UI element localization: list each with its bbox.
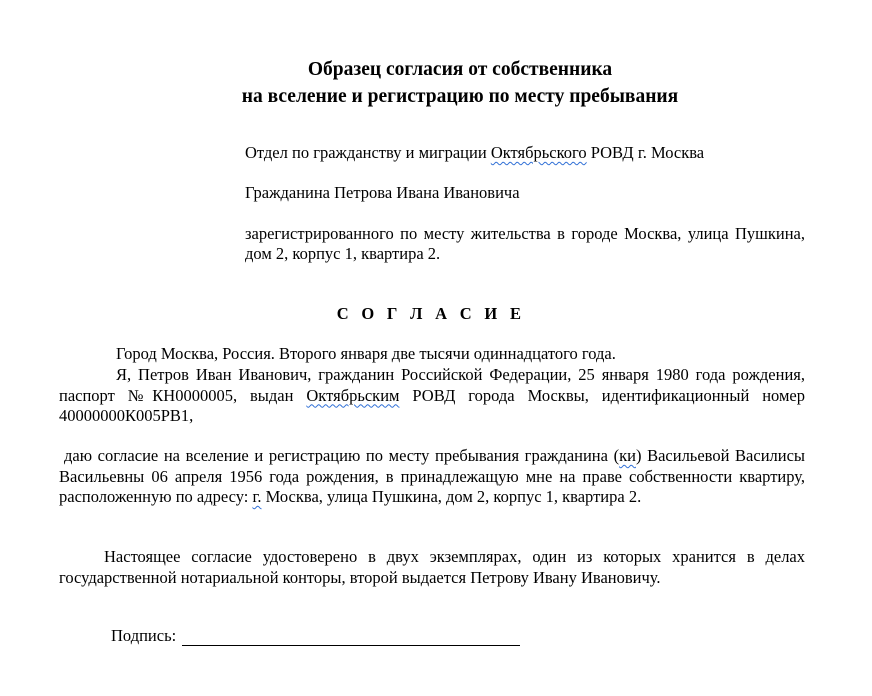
declarant-text-end: РОВД города Москвы, идентификационный номер 40000000К005РВ1, (59, 385, 805, 425)
spellcheck-underline-declarant: Октябрьским (306, 385, 400, 405)
document-heading: С О Г Л А С И Е (336, 304, 526, 323)
department-text-end: РОВД г. Москва (586, 143, 705, 162)
consent-text-end: Москва, улица Пушкина, дом 2, корпус 1, квартира 2. (261, 487, 642, 506)
title-line-1: Образец согласия от собственника (307, 59, 613, 80)
signature-line[interactable] (182, 627, 520, 646)
declarant-paragraph (59, 365, 805, 427)
consent-text-middle: ) Васильевой Василисы Васильевны 06 апреля 1956 года рождения, в принадлежащую мне на праве собственности квартиру, расположенную по адресу: (59, 446, 805, 506)
spellcheck-underline-department: Октябрьского (490, 143, 587, 162)
certified-paragraph: Настоящее согласие удостоверено в двух экземплярах, один из которых хранится в делах государственной нотариальной конторы, второй выдается Петрову Ивану Ивановичу. (59, 547, 805, 587)
place-date-line: Город Москва, Россия. Второго января две тысячи одиннадцатого года. (116, 344, 616, 363)
spellcheck-underline-consent: ки (619, 446, 636, 465)
declarant-text: Я, Петров Иван Иванович, гражданин Российской Федерации, 25 января 1980 года рождения, паспорт №КН0000005, выдан (59, 365, 805, 405)
signature-label: Подпись: (111, 626, 177, 645)
spellcheck-underline-city: г. (252, 487, 262, 506)
addressee-registration: зарегистрированного по месту жительства в городе Москва, улица Пушкина, дом 2, корпус 1, квартира 2. (245, 224, 805, 263)
signature-block (111, 626, 520, 646)
addressee-citizen: Гражданина Петрова Ивана Ивановича (245, 183, 520, 202)
title-line-2: на вселение и регистрацию по месту пребывания (241, 86, 679, 107)
document-title (0, 56, 872, 110)
addressee-department (245, 143, 805, 163)
consent-text: даю согласие на вселение и регистрацию по месту пребывания гражданина ( (64, 446, 620, 465)
department-text: Отдел по гражданству и миграции (245, 143, 491, 162)
consent-paragraph (59, 446, 805, 508)
